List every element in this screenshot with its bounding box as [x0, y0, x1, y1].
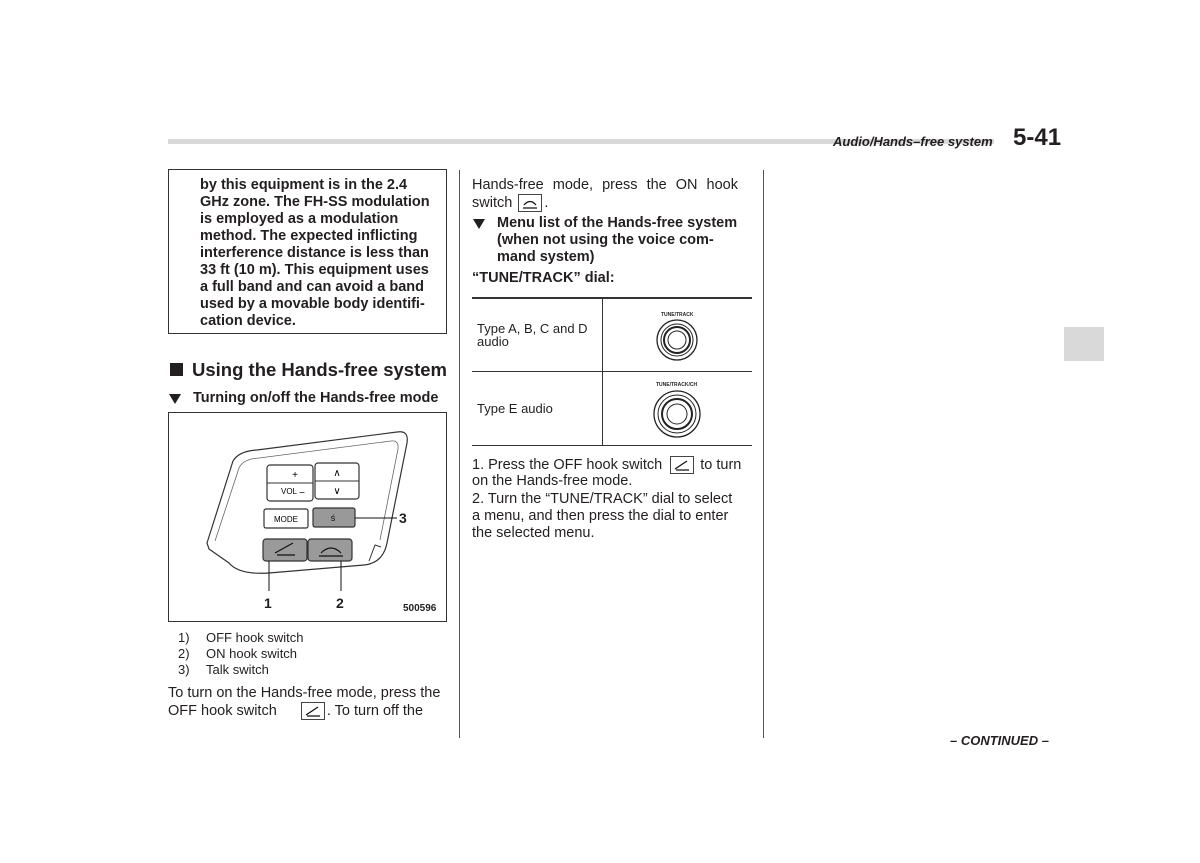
callout-2: 2 — [336, 595, 344, 611]
header-section-title: Audio/Hands–free system — [833, 134, 993, 149]
table-cell-type: Type E audio — [477, 401, 553, 416]
vol-minus-label: − — [299, 488, 305, 499]
note-line: GHz zone. The FH-SS modulation — [200, 194, 430, 210]
step-text: 1. Press the OFF hook switch — [472, 457, 663, 473]
paragraph-text: OFF hook switch — [168, 703, 277, 719]
table-cell-type — [477, 322, 588, 348]
subsection-line: Menu list of the Hands-free system — [497, 215, 738, 231]
triangle-bullet-icon — [473, 219, 485, 229]
table-top-rule — [472, 297, 752, 299]
legend-number: 1) — [178, 630, 190, 645]
continued-label: – CONTINUED – — [950, 733, 1049, 748]
seek-up-label: ∧ — [333, 468, 341, 479]
note-line: by this equipment is in the 2.4 — [200, 177, 408, 193]
subsection-line: (when not using the voice com- — [497, 232, 714, 248]
cell-line: Type A, B, C and D — [477, 321, 588, 336]
callout-1: 1 — [264, 595, 272, 611]
triangle-bullet-icon — [169, 394, 181, 404]
cell-line: audio — [477, 334, 509, 349]
note-line: 33 ft (10 m). This equipment uses — [200, 262, 429, 278]
note-line: used by a movable body identifi- — [200, 296, 425, 312]
legend-text: Talk switch — [206, 662, 269, 677]
note-line: method. The expected inflicting — [200, 228, 418, 244]
seek-down-label: ∨ — [333, 486, 341, 497]
dial-label: TUNE/TRACK/CH — [656, 382, 698, 388]
step-2-line: 2. Turn the “TUNE/TRACK” dial to select — [472, 491, 733, 507]
tune-track-ch-dial-icon — [652, 389, 702, 439]
page-number: 5-41 — [1013, 124, 1062, 151]
callout-3: 3 — [399, 510, 407, 526]
note-line: cation device. — [200, 313, 296, 329]
column-divider-left — [459, 170, 460, 738]
off-hook-icon — [301, 702, 325, 720]
chapter-tab — [1064, 327, 1104, 361]
paragraph-line: Hands-free mode, press the ON hook — [472, 177, 738, 193]
subsection-line: mand system) — [497, 249, 595, 265]
legend-number: 3) — [178, 662, 190, 677]
legend-text: ON hook switch — [206, 646, 298, 661]
subsection-title-1: Turning on/off the Hands-free mode — [193, 390, 439, 406]
dial-label: TUNE/TRACK — [661, 312, 694, 318]
tune-track-dial-icon — [655, 318, 699, 362]
step-1-line: on the Hands-free mode. — [472, 473, 633, 489]
step-2-line: the selected menu. — [472, 525, 595, 541]
off-hook-icon — [670, 456, 694, 474]
step-text: to turn — [700, 457, 742, 473]
note-line: interference distance is less than — [200, 245, 429, 261]
paragraph-text: switch — [472, 195, 513, 211]
vol-plus-label: + — [292, 470, 298, 481]
legend-number: 2) — [178, 646, 190, 661]
column-divider-right — [763, 170, 764, 738]
figure-number: 500596 — [403, 603, 437, 614]
subsection-title-2 — [497, 215, 737, 266]
note-text — [200, 177, 437, 330]
legend-text: OFF hook switch — [206, 630, 304, 645]
step-2-line: a menu, and then press the dial to enter — [472, 508, 729, 524]
paragraph-line — [472, 194, 548, 212]
on-hook-icon — [518, 194, 542, 212]
vol-label: VOL — [281, 487, 298, 496]
svg-text:ś: ś — [330, 513, 336, 523]
paragraph-line — [168, 702, 448, 720]
section-title: Using the Hands-free system — [192, 359, 447, 380]
section-bullet-icon — [170, 363, 183, 376]
paragraph-text: . To turn off the — [326, 703, 424, 719]
dial-heading: “TUNE/TRACK” dial: — [472, 270, 615, 286]
table-column-rule — [602, 298, 603, 445]
table-row-rule — [472, 371, 752, 372]
table-bottom-rule — [472, 445, 752, 446]
paragraph-line: To turn on the Hands-free mode, press the — [168, 685, 441, 701]
note-line: is employed as a modulation — [200, 211, 399, 227]
step-1-line — [472, 456, 741, 474]
note-line: a full band and can avoid a band — [200, 279, 424, 295]
mode-label: MODE — [274, 515, 298, 524]
paragraph-text: . — [544, 195, 549, 211]
